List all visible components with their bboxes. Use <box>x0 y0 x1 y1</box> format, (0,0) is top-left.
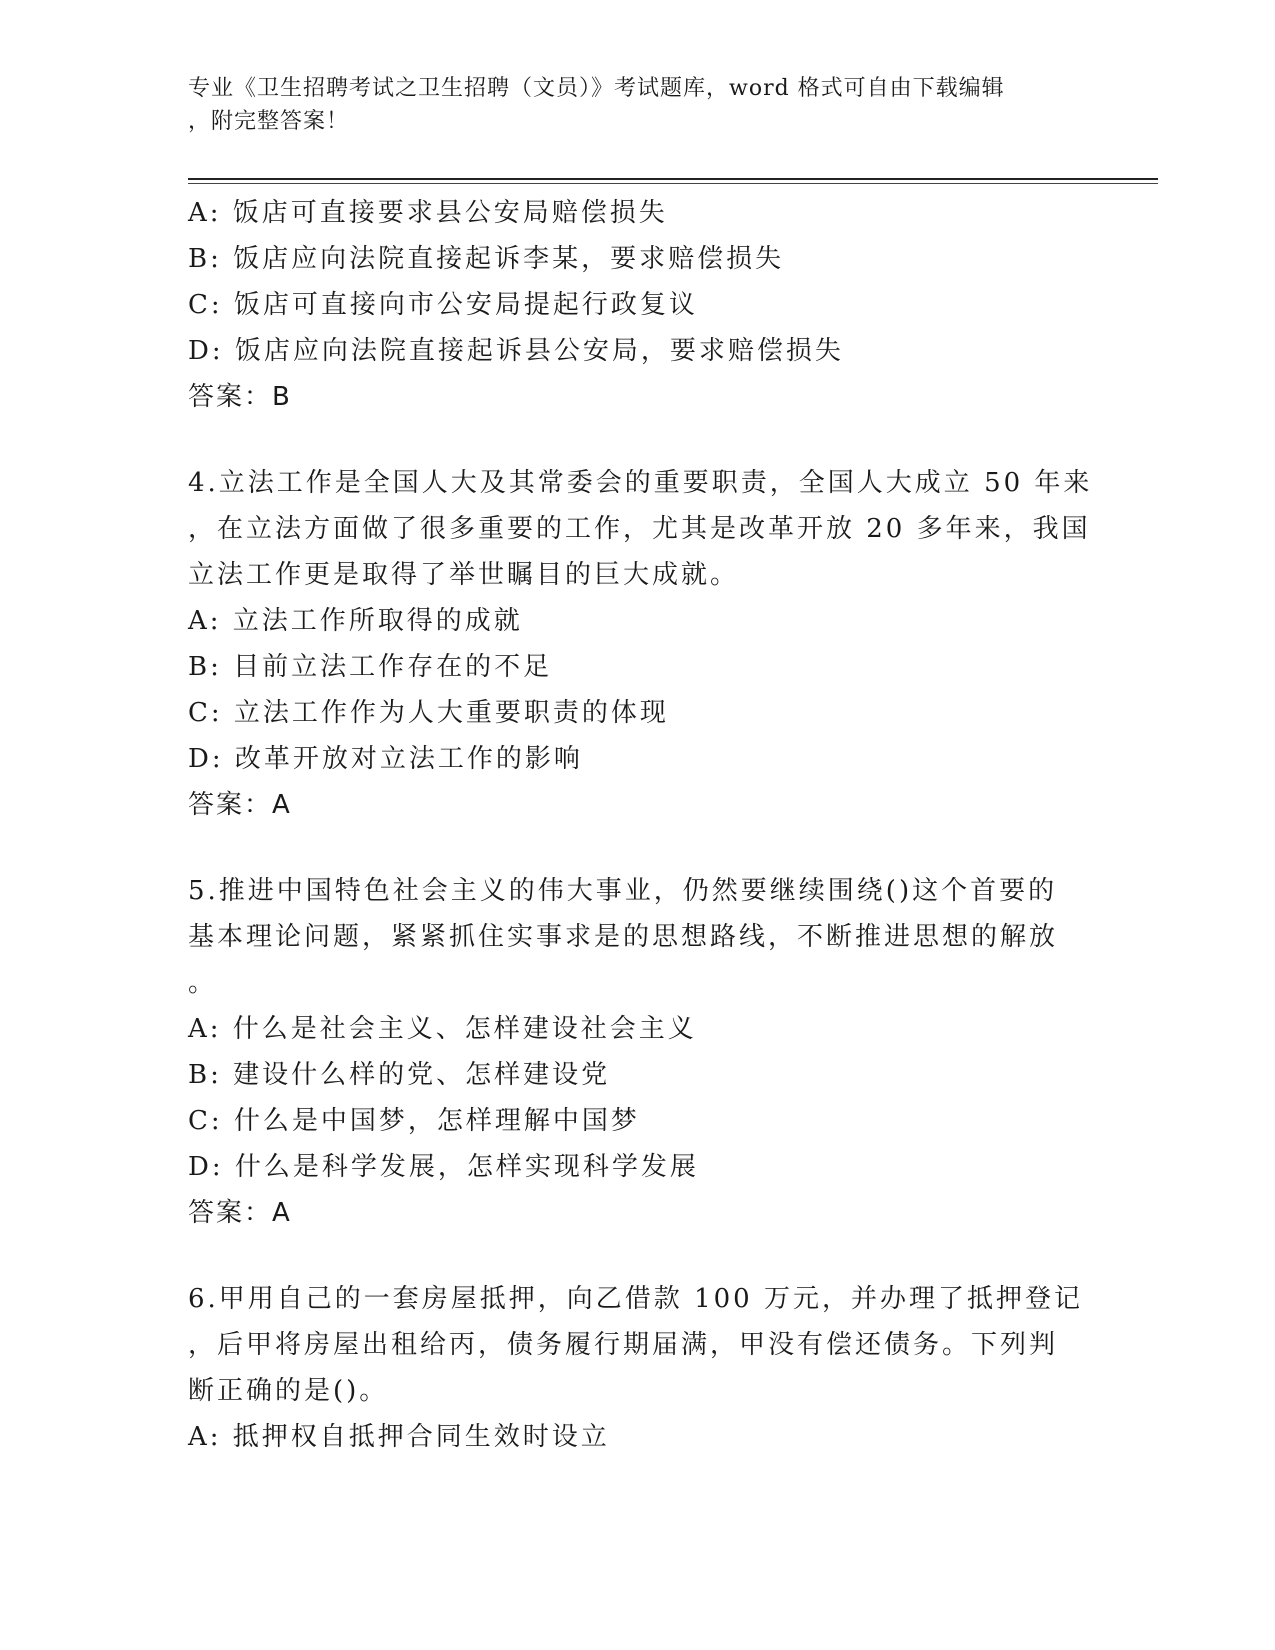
option-a: A: 什么是社会主义、怎样建设社会主义 <box>188 1014 697 1044</box>
option-b: B: 饭店应向法院直接起诉李某，要求赔偿损失 <box>188 244 785 274</box>
option-a: A: 立法工作所取得的成就 <box>188 606 523 636</box>
answer: 答案：A <box>188 790 292 820</box>
option-a: A: 饭店可直接要求县公安局赔偿损失 <box>188 198 668 228</box>
answer: 答案：B <box>188 382 292 412</box>
question-stem-line: 断正确的是()。 <box>188 1376 389 1406</box>
question-stem-line: 6.甲用自己的一套房屋抵押，向乙借款 100 万元，并办理了抵押登记 <box>188 1284 1083 1314</box>
option-d: D: 改革开放对立法工作的影响 <box>188 744 583 774</box>
question-5 <box>188 868 1088 1236</box>
question-3 <box>188 190 1088 420</box>
option-a: A: 抵押权自抵押合同生效时设立 <box>188 1422 610 1452</box>
document-body <box>188 190 1093 1460</box>
question-stem-line: 5.推进中国特色社会主义的伟大事业，仍然要继续围绕()这个首要的 <box>188 876 1058 906</box>
question-stem-line: 4.立法工作是全国人大及其常委会的重要职责，全国人大成立 50 年来 <box>188 468 1093 498</box>
header-divider-thick <box>188 178 1158 180</box>
option-b: B: 目前立法工作存在的不足 <box>188 652 553 682</box>
option-c: C: 立法工作作为人大重要职责的体现 <box>188 698 669 728</box>
document-header: 专业《卫生招聘考试之卫生招聘（文员）》考试题库，word 格式可自由下载编辑 ，附完整答案！ <box>188 76 1005 134</box>
question-stem-line: 。 <box>188 968 218 998</box>
question-stem-line: 立法工作更是取得了举世瞩目的巨大成就。 <box>188 560 740 590</box>
question-stem-line: ，在立法方面做了很多重要的工作，尤其是改革开放 20 多年来，我国 <box>188 514 1091 544</box>
option-b: B: 建设什么样的党、怎样建设党 <box>188 1060 611 1090</box>
option-c: C: 什么是中国梦，怎样理解中国梦 <box>188 1106 640 1136</box>
question-4 <box>188 460 1093 828</box>
question-stem-line: ，后甲将房屋出租给丙，债务履行期届满，甲没有偿还债务。下列判 <box>188 1330 1059 1360</box>
option-d: D: 饭店应向法院直接起诉县公安局，要求赔偿损失 <box>188 336 844 366</box>
answer: 答案：A <box>188 1198 292 1228</box>
option-c: C: 饭店可直接向市公安局提起行政复议 <box>188 290 698 320</box>
header-divider-thin <box>188 183 1158 184</box>
question-6 <box>188 1276 1088 1460</box>
option-d: D: 什么是科学发展，怎样实现科学发展 <box>188 1152 699 1182</box>
question-stem-line: 基本理论问题，紧紧抓住实事求是的思想路线，不断推进思想的解放 <box>188 922 1059 952</box>
